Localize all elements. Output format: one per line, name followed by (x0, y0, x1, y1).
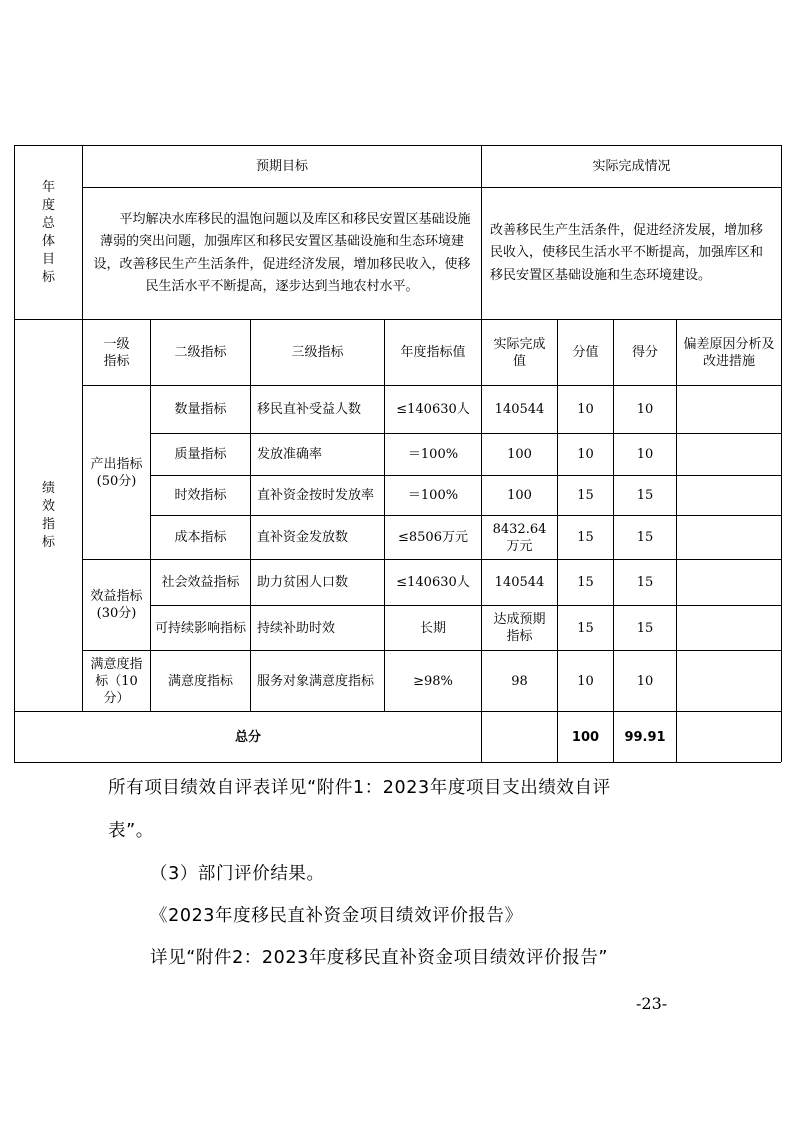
row-weight: 10 (577, 673, 594, 689)
col-level1: 一级指标 (103, 336, 130, 369)
body-line-5: 详见“附件2：2023年度移民直补资金项目绩效评价报告” (150, 948, 609, 968)
row-level3: 助力贫困人口数 (257, 575, 349, 590)
actual-completion-header: 实际完成情况 (592, 159, 671, 174)
level1-output: 产出指标(50分) (90, 456, 143, 489)
row-actual: 140544 (494, 575, 545, 590)
col-weight: 分值 (572, 345, 599, 360)
row-weight: 10 (577, 402, 594, 417)
col-level3: 三级指标 (291, 345, 344, 360)
row-level2: 数量指标 (174, 402, 227, 417)
total-score: 99.91 (624, 729, 666, 745)
row-level2: 社会效益指标 (161, 575, 240, 590)
row-level3: 直补资金发放数 (257, 530, 349, 545)
row-score: 15 (636, 620, 654, 636)
row-level3: 服务对象满意度指标 (257, 673, 375, 689)
row-level2: 质量指标 (174, 447, 227, 462)
expected-goal-header: 预期目标 (255, 159, 308, 174)
row-actual: 8432.64万元 (492, 521, 547, 554)
row-score: 10 (636, 673, 654, 689)
col-target: 年度指标值 (400, 345, 466, 360)
row-target: ＝100% (407, 488, 459, 503)
col-actual: 实际完成值 (493, 336, 546, 369)
row-actual: 100 (507, 488, 532, 503)
row-score: 15 (636, 575, 654, 590)
col-level2: 二级指标 (174, 345, 227, 360)
expected-goal-text: 平均解决水库移民的温饱问题以及库区和移民安置区基础设施薄弱的突出问题，加强库区和移民安置区基础设施和生态环境建设，改善移民生产生活条件，促进经济发展，增加移民收入，使移民生活水平不断提高，逐步达到当地农村水平。 (93, 211, 471, 294)
row-weight: 10 (577, 447, 594, 462)
row-level3: 持续补助时效 (257, 620, 336, 636)
row-level3: 移民直补受益人数 (257, 402, 362, 417)
row-target: ≤140630人 (396, 402, 470, 417)
page-number: -23- (636, 994, 668, 1013)
row-level2: 成本指标 (174, 530, 227, 545)
row-actual: 达成预期指标 (493, 612, 546, 644)
body-line-1: 所有项目绩效自评表详见“附件1：2023年度项目支出绩效自评 (108, 778, 611, 798)
row-weight: 15 (577, 530, 594, 545)
row-level2: 满意度指标 (167, 673, 233, 689)
total-label: 总分 (234, 729, 261, 745)
body-line-4: 《2023年度移民直补资金项目绩效评价报告》 (150, 906, 523, 926)
row-score: 10 (636, 447, 654, 462)
row-actual: 140544 (494, 402, 545, 417)
row-target: ＝100% (407, 447, 459, 462)
row-actual: 100 (507, 447, 532, 462)
row-score: 15 (636, 488, 654, 503)
row-level3: 发放准确率 (257, 447, 323, 462)
row-weight: 15 (577, 488, 594, 503)
row-weight: 15 (577, 575, 594, 590)
row-target: ≤8506万元 (398, 530, 468, 545)
level1-benefit: 效益指标(30分) (90, 589, 143, 621)
row-level3: 直补资金按时发放率 (257, 488, 375, 503)
row-level2: 时效指标 (174, 488, 227, 503)
row-score: 10 (636, 402, 654, 417)
level1-satisfaction: 满意度指标（10分） (90, 656, 143, 706)
total-weight: 100 (571, 729, 600, 745)
row-target: ≥98% (413, 673, 453, 689)
performance-label: 绩效指标 (41, 480, 55, 550)
row-weight: 15 (577, 620, 594, 636)
row-actual: 98 (511, 673, 528, 689)
actual-completion-text: 改善移民生产生活条件，促进经济发展，增加移民收入，使移民生活水平不断提高，加强库区和移民安置区基础设施和生态环境建设。 (490, 222, 764, 283)
row-score: 15 (636, 530, 654, 545)
col-remark: 偏差原因分析及改进措施 (683, 336, 775, 369)
body-line-3: （3）部门评价结果。 (150, 864, 325, 884)
row-target: 长期 (419, 620, 446, 636)
row-target: ≤140630人 (396, 575, 470, 590)
overall-goal-label: 年度总体目标 (41, 179, 55, 285)
col-score: 得分 (631, 345, 658, 360)
body-line-2: 表”。 (108, 821, 154, 841)
row-level2: 可持续影响指标 (154, 620, 246, 636)
